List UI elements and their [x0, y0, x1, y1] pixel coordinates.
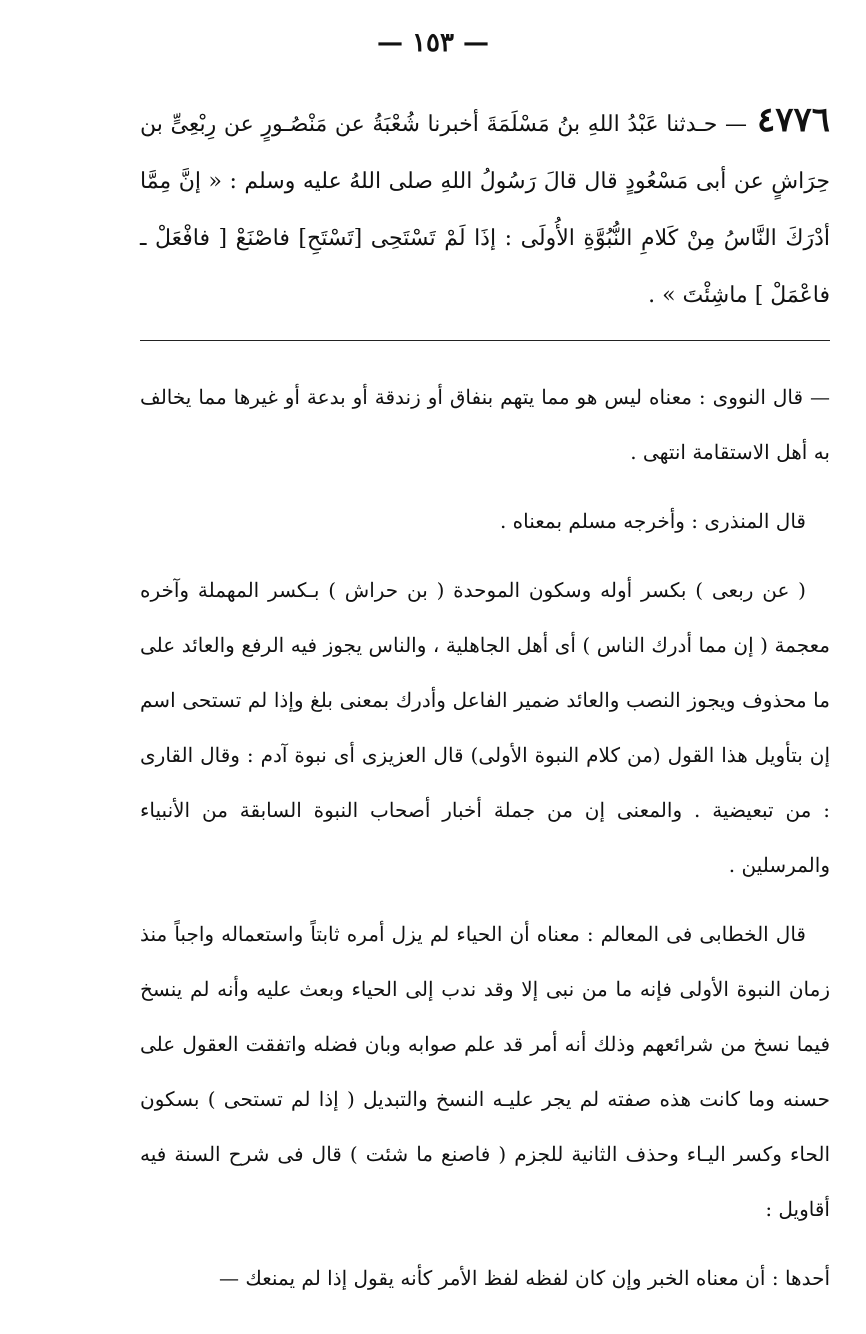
commentary-paragraph: أحدها : أن معناه الخبر وإن كان لفظه لفظ الأمر كأنه يقول إذا لم يمنعك —: [219, 1266, 830, 1290]
hadith-text: — حـدثنا عَبْدُ اللهِ بنُ مَسْلَمَةَ أخبرنا شُعْبَةُ عن مَنْصُـورٍ عن رِبْعِىٍّ بن حِرَاشٍ عن أبى مَسْعُودٍ قال قالَ رَسُولُ اللهِ صلى اللهُ عليه وسلم : « إنَّ مِمَّا أدْرَكَ النَّاسُ مِنْ كَلامِ النُّبُوَّةِ الأُولَى : إذَا لَمْ تَسْتَحِى [تَسْتَحِ] فاصْنَعْ [ فافْعَلْ ـ فاعْمَلْ ] ماشِئْتَ » .: [140, 112, 830, 308]
commentary: [140, 370, 830, 1320]
hadith-number: ٤٧٧٦: [756, 100, 830, 140]
commentary-paragraph: قال المنذرى : وأخرجه مسلم بمعناه .: [499, 509, 806, 533]
page-number: — ١٥٣ —: [376, 28, 490, 58]
commentary-paragraph: — قال النووى : معناه ليس هو مما يتهم بنفاق أو زندقة أو بدعة أو غيرها مما يخالف به أهل الاستقامة انتهى .: [140, 385, 830, 464]
commentary-paragraph: ( عن ربعى ) بكسر أوله وسكون الموحدة ( بن حراش ) بـكسر المهملة وآخره معجمة ( إن مما أدرك الناس ) أى أهل الجاهلية ، والناس يجوز فيه الرفع والعائد على ما محذوف ويجوز النصب والعائد ضمير الفاعل وأدرك بمعنى بلغ وإذا لم تستحى اسم إن بتأويل هذا القول (من كلام النبوة الأولى) قال العزيزى أى نبوة آدم : وقال القارى : من تبعيضية . والمعنى إن من جملة أخبار أصحاب النبوة السابقة من الأنبياء والمرسلين .: [140, 578, 830, 877]
hadith-block: [140, 92, 830, 324]
commentary-paragraph: قال الخطابى فى المعالم : معناه أن الحياء لم يزل أمره ثابتاً واستعماله واجباً منذ زمان النبوة الأولى فإنه ما من نبى إلا وقد ندب إلى الحياء وبعث عليه وأنه لم ينسخ فيما نسخ من شرائعهم وذلك أنه أمر قد علم صوابه وبان فضله واتفقت العقول على حسنه وما كانت هذه صفته لم يجر عليـه النسخ والتبديل ( إذا لم تستحى ) بسكون الحاء وكسر اليـاء وحذف الثانية للجزم ( فاصنع ما شئت ) قال فى شرح السنة فيه أقاويل :: [140, 922, 830, 1221]
section-divider: [140, 340, 830, 341]
